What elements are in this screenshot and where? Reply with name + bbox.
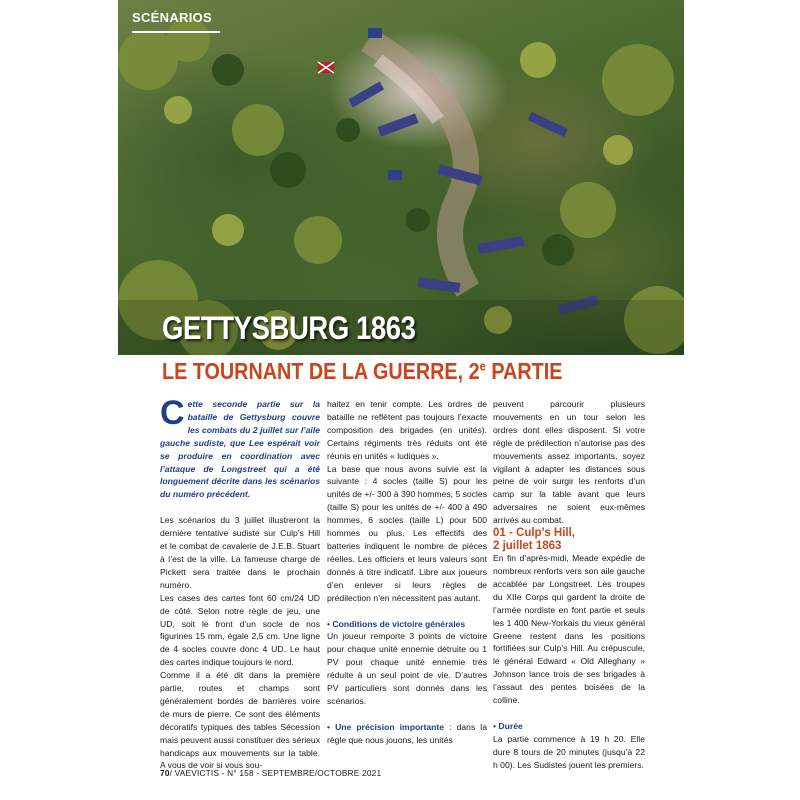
paragraph [327, 721, 487, 747]
article-subtitle [162, 358, 562, 385]
paragraph: Comme il a été dit dans la première partie, routes et champs sont généralement bordés de barrières voire de murs de pierre. Ce sont des éléments décoratifs typiques des tables Sécession mais peuvent aussi constituer des sérieux handicaps aux mouvements sur la table. A vous de voir si vous sou- [160, 670, 320, 771]
paragraph: Les cases des cartes font 60 cm/24 UD de côté. Selon notre règle de jeu, une UD, soit le front d’un socle de nos figurines 15 mm, égale 2,5 cm. Une ligne de 4 socles couvre donc 4 UD. Le haut des cartes indique toujours le nord. [160, 592, 320, 668]
subtitle-superscript: e [479, 358, 486, 374]
footer-text: / VAEVICTIS - N° 158 - SEPTEMBRE/OCTOBRE 2021 [169, 768, 382, 778]
paragraph: La base que nous avons suivie est la suivante : 4 socles (taille S) pour les unités de +/- 300 à 390 hommes, 5 socles (taille S) pour les unités de +/- 400 à 490 hommes, 6 socles (taille L) pour 500 hommes ou plus. Les effectifs des batteries indiquent le nombre de pièces réelles. Les officiers et leurs valeurs sont donnés à titre indicatif. Libre aux joueurs d’en enlever si leurs règles de prédilection n’en nécessitent pas autant. [327, 463, 487, 603]
page-footer [160, 768, 381, 778]
subheading-precision: • Une précision importante [327, 721, 445, 732]
hero-photo [118, 0, 684, 355]
paragraph: La partie commence à 19 h 20. Elle dure 8 tours de 20 minutes (jusqu’à 22 h 00). Les Sudistes jouent les premiers. [493, 733, 645, 770]
article-title: GETTYSBURG 1863 [162, 310, 416, 346]
text-column-1 [160, 394, 320, 772]
text-column-2 [327, 398, 487, 747]
magazine-page [118, 0, 684, 800]
scenario-heading-line2: 2 juillet 1863 [493, 539, 562, 552]
paragraph: haitez en tenir compte. Les ordres de bataille ne reflètent pas toujours l’exacte composition des brigades (en unités). Certains régiments très réduits ont été réunis en unités « ludiques ». [327, 399, 487, 461]
scenario-heading-line1: 01 - Culp’s Hill, [493, 527, 576, 540]
lead-paragraph [160, 394, 320, 501]
subtitle-end: PARTIE [485, 358, 563, 384]
drop-cap: C [160, 394, 185, 432]
lead-text: ette seconde partie sur la bataille de Gettysburg couvre les combats du 2 juillet sur l’aile gauche sudiste, que Lee espérait voir se produire en coordination avec l’attaque de Longstreet qui a été longuement décrite dans les scénarios du numéro précédent. [160, 399, 320, 500]
paragraph: peuvent parcourir plusieurs mouvements en un tour selon les ordres dont elles disposent. Si votre règle de prédilection n’autorise pas des mouvements assez importants, soyez vigilant à adapter les distances sous peine de voir surgir les renforts d’un camp sur la table avant que leurs adversaires ne soient eux-mêmes arrivés au combat. [493, 399, 645, 526]
section-underline [132, 31, 220, 33]
subtitle-main: LE TOURNANT DE LA GUERRE, 2 [162, 358, 480, 384]
section-label: SCÉNARIOS [132, 10, 212, 25]
paragraph: Les scénarios du 3 juillet illustreront la dernière tentative sudiste sur Culp’s Hill et le combat de cavalerie de J.E.B. Stuart à l’est de la ville. La fameuse charge de Pickett sera traitée dans le prochain numéro. [160, 515, 320, 590]
paragraph: Un joueur remporte 3 points de victoire pour chaque unité ennemie détruite ou 1 PV pour chaque unité ennemie très réduite à un seul point de vie. D’autres PV particuliers sont donnés dans les scénarios. [327, 631, 487, 706]
page-number: 70 [160, 768, 170, 778]
paragraph: En fin d’après-midi, Meade expédie de nombreux renforts vers son aile gauche accablée par Longstreet. Les troupes du XIIe Corps qui gardent la droite de l’armée nordiste en font partie et seuls les 1 400 New-Yorkais du vieux général Greene restent dans les positions fortifiées sur Culp’s Hill. Au crépuscule, le général Edward « Old Alleghany » Johnson lance trois de ses brigades à l’assaut des pentes boisées de la colline. [493, 553, 645, 706]
scenario-heading [493, 527, 645, 552]
text-column-3 [493, 398, 645, 772]
paragraph-text: : dans la règle que nous jouons, les unités [327, 721, 487, 745]
subheading-duration: • Durée [493, 720, 523, 731]
subheading-victory-conditions: • Conditions de victoire générales [327, 618, 466, 629]
battlefield-miniatures-illustration [118, 0, 684, 355]
